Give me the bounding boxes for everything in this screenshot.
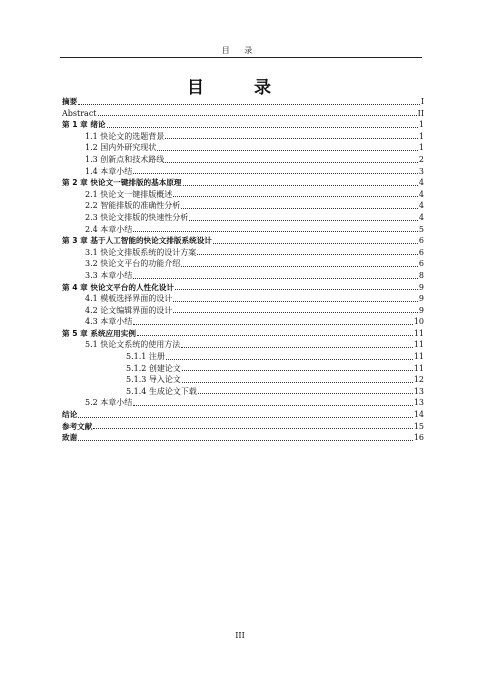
dot-leader bbox=[173, 301, 418, 302]
toc-entry-page: 9 bbox=[418, 282, 424, 292]
dot-leader bbox=[175, 289, 418, 290]
toc-entry-page: 1 bbox=[418, 143, 424, 153]
toc-entry-page: 3 bbox=[418, 166, 424, 176]
page-number: III bbox=[235, 631, 245, 640]
toc-entry-title: 2.4 本章小结 bbox=[85, 224, 133, 234]
toc-entry-title: 致谢 bbox=[62, 433, 78, 443]
toc-entry[interactable] bbox=[62, 409, 424, 421]
toc-entry-title: 5.2 本章小结 bbox=[85, 398, 133, 408]
toc-entry-title: 结论 bbox=[62, 410, 78, 420]
toc-entry-page: 4 bbox=[418, 212, 424, 222]
toc-entry[interactable] bbox=[62, 108, 424, 120]
header-rule bbox=[60, 57, 422, 58]
toc-entry[interactable] bbox=[62, 119, 424, 131]
toc-entry-title: 1.4 本章小结 bbox=[85, 166, 133, 176]
toc-entry[interactable] bbox=[62, 142, 424, 154]
toc-entry-page: 10 bbox=[413, 317, 424, 327]
dot-leader bbox=[133, 173, 418, 174]
dot-leader bbox=[165, 162, 418, 163]
toc-entry[interactable] bbox=[62, 96, 424, 108]
toc-entry-page: 11 bbox=[413, 340, 424, 350]
dot-leader bbox=[157, 150, 418, 151]
toc-entry-title: 3.2 快论文平台的功能介绍 bbox=[85, 259, 181, 269]
toc-entry-title: 3.1 快论文排版系统的设计方案 bbox=[85, 247, 197, 257]
toc-entry-title: 1.3 创新点和技术路线 bbox=[85, 154, 165, 164]
dot-leader bbox=[78, 104, 420, 105]
dot-leader bbox=[133, 231, 418, 232]
toc-entry-page: 13 bbox=[413, 386, 424, 396]
toc-entry-title: 2.1 快论文一键排版概述 bbox=[85, 189, 173, 199]
table-of-contents bbox=[62, 96, 424, 444]
toc-entry[interactable] bbox=[62, 166, 424, 178]
dot-leader bbox=[98, 115, 417, 116]
toc-entry-page: 16 bbox=[413, 433, 424, 443]
toc-entry-title: 4.1 模板选择界面的设计 bbox=[85, 294, 173, 304]
toc-entry[interactable] bbox=[62, 224, 424, 236]
toc-entry[interactable] bbox=[62, 316, 424, 328]
dot-leader bbox=[181, 347, 413, 348]
dot-leader bbox=[107, 127, 418, 128]
toc-entry-page: 6 bbox=[418, 236, 424, 246]
toc-entry[interactable] bbox=[62, 293, 424, 305]
toc-entry-title: 1.2 国内外研究现状 bbox=[85, 143, 157, 153]
toc-entry-page: 11 bbox=[413, 363, 424, 373]
toc-entry-title: 第 1 章 绪论 bbox=[62, 120, 106, 130]
toc-entry[interactable] bbox=[62, 432, 424, 444]
dot-leader bbox=[173, 196, 418, 197]
toc-entry-page: 12 bbox=[413, 375, 424, 385]
toc-entry-page: 4 bbox=[418, 201, 424, 211]
toc-entry-title: 第 5 章 系统应用实例 bbox=[62, 328, 136, 338]
dot-leader bbox=[133, 324, 413, 325]
toc-entry[interactable] bbox=[62, 386, 424, 398]
toc-entry[interactable] bbox=[62, 131, 424, 143]
toc-entry-page: 14 bbox=[413, 410, 424, 420]
toc-entry[interactable] bbox=[62, 328, 424, 340]
toc-entry-title: 5.1.1 注册 bbox=[126, 352, 165, 362]
toc-entry-page: 1 bbox=[418, 131, 424, 141]
toc-entry[interactable] bbox=[62, 200, 424, 212]
toc-entry-title: 5.1.2 创建论文 bbox=[126, 363, 181, 373]
toc-entry[interactable] bbox=[62, 189, 424, 201]
toc-entry-title: 1.1 快论文的选题背景 bbox=[85, 131, 165, 141]
toc-entry-title: 4.3 本章小结 bbox=[85, 317, 133, 327]
dot-leader bbox=[166, 359, 413, 360]
toc-entry[interactable] bbox=[62, 247, 424, 259]
toc-entry[interactable] bbox=[62, 374, 424, 386]
toc-entry-title: 3.3 本章小结 bbox=[85, 270, 133, 280]
toc-entry[interactable] bbox=[62, 212, 424, 224]
dot-leader bbox=[78, 417, 413, 418]
toc-entry[interactable] bbox=[62, 397, 424, 409]
toc-entry-title: 4.2 论文编辑界面的设计 bbox=[85, 305, 173, 315]
toc-entry-page: 6 bbox=[418, 259, 424, 269]
toc-entry-page: 8 bbox=[418, 270, 424, 280]
toc-entry-title: 摘要 bbox=[62, 97, 78, 106]
toc-entry-page: 9 bbox=[418, 305, 424, 315]
toc-entry[interactable] bbox=[62, 235, 424, 247]
dot-leader bbox=[183, 185, 418, 186]
toc-entry[interactable] bbox=[62, 154, 424, 166]
toc-entry[interactable] bbox=[62, 258, 424, 270]
dot-leader bbox=[182, 382, 413, 383]
toc-entry-title: Abstract bbox=[62, 108, 97, 118]
toc-entry-page: 1 bbox=[418, 120, 424, 130]
toc-entry-title: 2.3 快论文排版的快速性分析 bbox=[85, 212, 189, 222]
toc-entry-title: 5.1.3 导入论文 bbox=[126, 375, 181, 385]
toc-entry-page: 13 bbox=[413, 398, 424, 408]
dot-leader bbox=[78, 440, 413, 441]
dot-leader bbox=[181, 266, 418, 267]
dot-leader bbox=[133, 405, 413, 406]
toc-entry[interactable] bbox=[62, 305, 424, 317]
dot-leader bbox=[181, 208, 418, 209]
toc-entry-page: II bbox=[417, 108, 424, 118]
page-title: 目 录 bbox=[187, 78, 293, 98]
toc-entry-title: 5.1 快论文系统的使用方法 bbox=[85, 340, 181, 350]
toc-entry-page: 9 bbox=[418, 294, 424, 304]
running-header: 目 录 bbox=[221, 46, 259, 55]
toc-entry-title: 第 2 章 快论文一键排版的基本原理 bbox=[62, 178, 182, 188]
toc-entry-page: 2 bbox=[418, 154, 424, 164]
toc-entry-title: 参考文献 bbox=[62, 421, 93, 431]
toc-entry-page: I bbox=[420, 97, 424, 106]
toc-entry-page: 11 bbox=[413, 352, 424, 362]
toc-entry[interactable] bbox=[62, 421, 424, 433]
toc-entry-page: 11 bbox=[413, 328, 424, 338]
toc-entry-title: 第 3 章 基于人工智能的快论文排版系统设计 bbox=[62, 236, 212, 246]
toc-entry[interactable] bbox=[62, 177, 424, 189]
dot-leader bbox=[197, 254, 418, 255]
dot-leader bbox=[93, 428, 412, 429]
toc-entry[interactable] bbox=[62, 339, 424, 351]
toc-entry[interactable] bbox=[62, 270, 424, 282]
toc-entry-page: 15 bbox=[413, 421, 424, 431]
dot-leader bbox=[165, 138, 418, 139]
toc-entry-page: 6 bbox=[418, 247, 424, 257]
dot-leader bbox=[137, 335, 413, 336]
toc-entry-page: 4 bbox=[418, 189, 424, 199]
toc-entry-title: 5.1.4 生成论文下载 bbox=[126, 386, 197, 396]
toc-entry-title: 2.2 智能排版的准确性分析 bbox=[85, 201, 181, 211]
toc-entry-title: 第 4 章 快论文平台的人性化设计 bbox=[62, 282, 174, 292]
dot-leader bbox=[173, 312, 418, 313]
dot-leader bbox=[213, 243, 418, 244]
dot-leader bbox=[182, 370, 413, 371]
dot-leader bbox=[133, 278, 418, 279]
toc-entry[interactable] bbox=[62, 351, 424, 363]
toc-entry-page: 5 bbox=[418, 224, 424, 234]
toc-entry-page: 4 bbox=[418, 178, 424, 188]
dot-leader bbox=[198, 393, 413, 394]
toc-entry[interactable] bbox=[62, 282, 424, 294]
dot-leader bbox=[189, 220, 418, 221]
toc-entry[interactable] bbox=[62, 363, 424, 375]
